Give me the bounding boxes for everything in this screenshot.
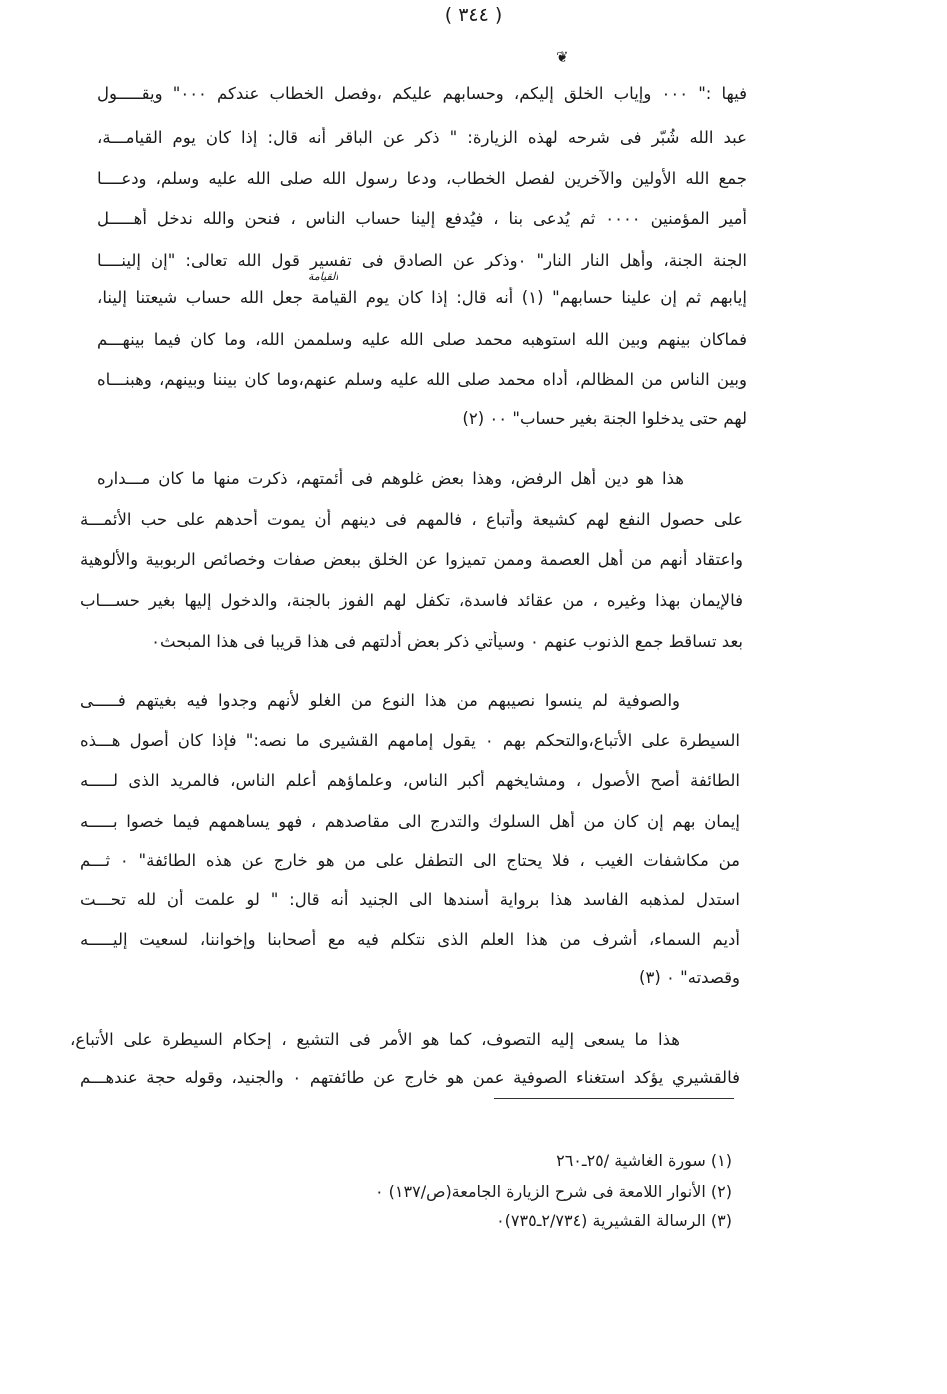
text-line: السيطرة على الأتباع،والتحكم بهم ٠ يقول إمامهم القشيرى ما نصه:" فإذا كان أصول هـــذه — [80, 731, 740, 750]
text-line: عبد الله شُبّر فى شرحه لهذه الزيارة: " ذكر عن الباقر أنه قال: إذا كان يوم القيامـــة، — [97, 128, 747, 147]
interlinear-note: القيامة — [308, 270, 339, 283]
ornament-flourish: ❦ — [556, 48, 569, 66]
text-line: واعتقاد أنهم من أهل العصمة وممن تميزوا عن الخلق ببعض صفات وخصائص الربوبية والألوهية — [80, 550, 743, 569]
text-line: استدل لمذهبه الفاسد هذا برواية أسندها الى الجنيد أنه قال: " لو علمت أن لله تحـــت — [80, 890, 740, 909]
text-line: الطائفة أصح الأصول ، ومشايخهم أكبر الناس، وعلماؤهم أعلم الناس، فالمريد الذى لـــــه — [80, 771, 740, 790]
text-line: والصوفية لم ينسوا نصيبهم من هذا النوع من الغلو لأنهم وجدوا فيه بغيتهم فـــــى — [80, 691, 680, 710]
text-line: جمع الله الأولين والآخرين لفصل الخطاب، ودعا رسول الله صلى الله عليه وسلم، ودعــــا — [97, 169, 747, 188]
text-line: إيابهم ثم إن علينا حسابهم" (١) أنه قال: إذا كان يوم القيامة جعل الله حساب شيعتنا إلينا، — [97, 288, 747, 307]
text-line: الجنة الجنة، وأهل النار النار" ٠وذكر عن الصادق فى تفسير قول الله تعالى: "إن إلينــــا — [97, 251, 747, 270]
text-line: هذا هو دين أهل الرفض، وهذا بعض غلوهم فى أئمتهم، ذكرت منها ما كان مـــداره — [97, 469, 684, 488]
text-line: وبين الناس من المظالم، أداه محمد صلى الله عليه وسلم عنهم،وما كان بيننا وبينهم، وهبنـــاه — [97, 370, 747, 389]
text-line: إيمان بهم إن كان من أهل السلوك والتدرج الى مقاصدهم ، فهو يساهمهم فيما خصوا بـــــه — [80, 812, 740, 831]
text-line: فيها :" ٠٠٠ وإياب الخلق إليكم، وحسابهم عليكم ،وفصل الخطاب عندكم ٠٠٠" ويقـــــول — [97, 84, 747, 103]
text-line: هذا ما يسعى إليه التصوف، كما هو الأمر فى التشيع ، إحكام السيطرة على الأتباع، — [70, 1030, 680, 1049]
text-line: بعد تساقط جمع الذنوب عنهم ٠ وسيأتي ذكر بعض أدلتهم فى هذا قريبا فى هذا المبحث٠ — [151, 632, 743, 651]
text-line: لهم حتى يدخلوا الجنة بغير حساب" ٠٠ (٢) — [462, 409, 747, 428]
footnote: (١) سورة الغاشية /٢٥ـ٢٦٠ — [556, 1151, 732, 1170]
text-line: وقصدته" ٠ (٣) — [639, 968, 740, 987]
text-line: أديم السماء، أشرف من هذا العلم الذى نتكلم فيه مع أصحابنا وإخواننا، لسعيت إليـــــه — [80, 930, 740, 949]
text-line: أمير المؤمنين ٠٠٠٠ ثم يُدعى بنا ، فيُدفع إلينا حساب الناس ، فنحن والله ندخل أهـــــل — [97, 209, 747, 228]
footnote: (٣) الرسالة القشيرية (٢/٧٣٤ـ٧٣٥)٠ — [496, 1211, 732, 1230]
footnote: (٢) الأنوار اللامعة فى شرح الزيارة الجامعة(ص/١٣٧) ٠ — [375, 1182, 732, 1201]
footnote-separator — [494, 1098, 734, 1099]
text-line: فالإيمان بهذا وغيره ، من عقائد فاسدة، تكفل لهم الفوز بالجنة، والدخول إليها بغير حســـاب — [80, 591, 743, 610]
text-line: فالقشيري يؤكد استغناء الصوفية عمن هو خارج عن طائفتهم ٠ والجنيد، وقوله حجة عندهـــم — [80, 1068, 740, 1087]
text-line: فماكان بينهم وبين الله استوهبه محمد صلى الله عليه وسلممن الله، وما كان فيما بينهـــم — [97, 330, 747, 349]
text-line: على حصول النفع لهم كشيعة وأتباع ، فالمهم فى دينهم أن يموت أحدهم على حب الأئمـــة — [80, 510, 743, 529]
page-number: ( ٣٤٤ ) — [444, 4, 503, 26]
text-line: من مكاشفات الغيب ، فلا يحتاج الى التطفل على من هو خارج عن هذه الطائفة" ٠ ثـــم — [80, 851, 740, 870]
